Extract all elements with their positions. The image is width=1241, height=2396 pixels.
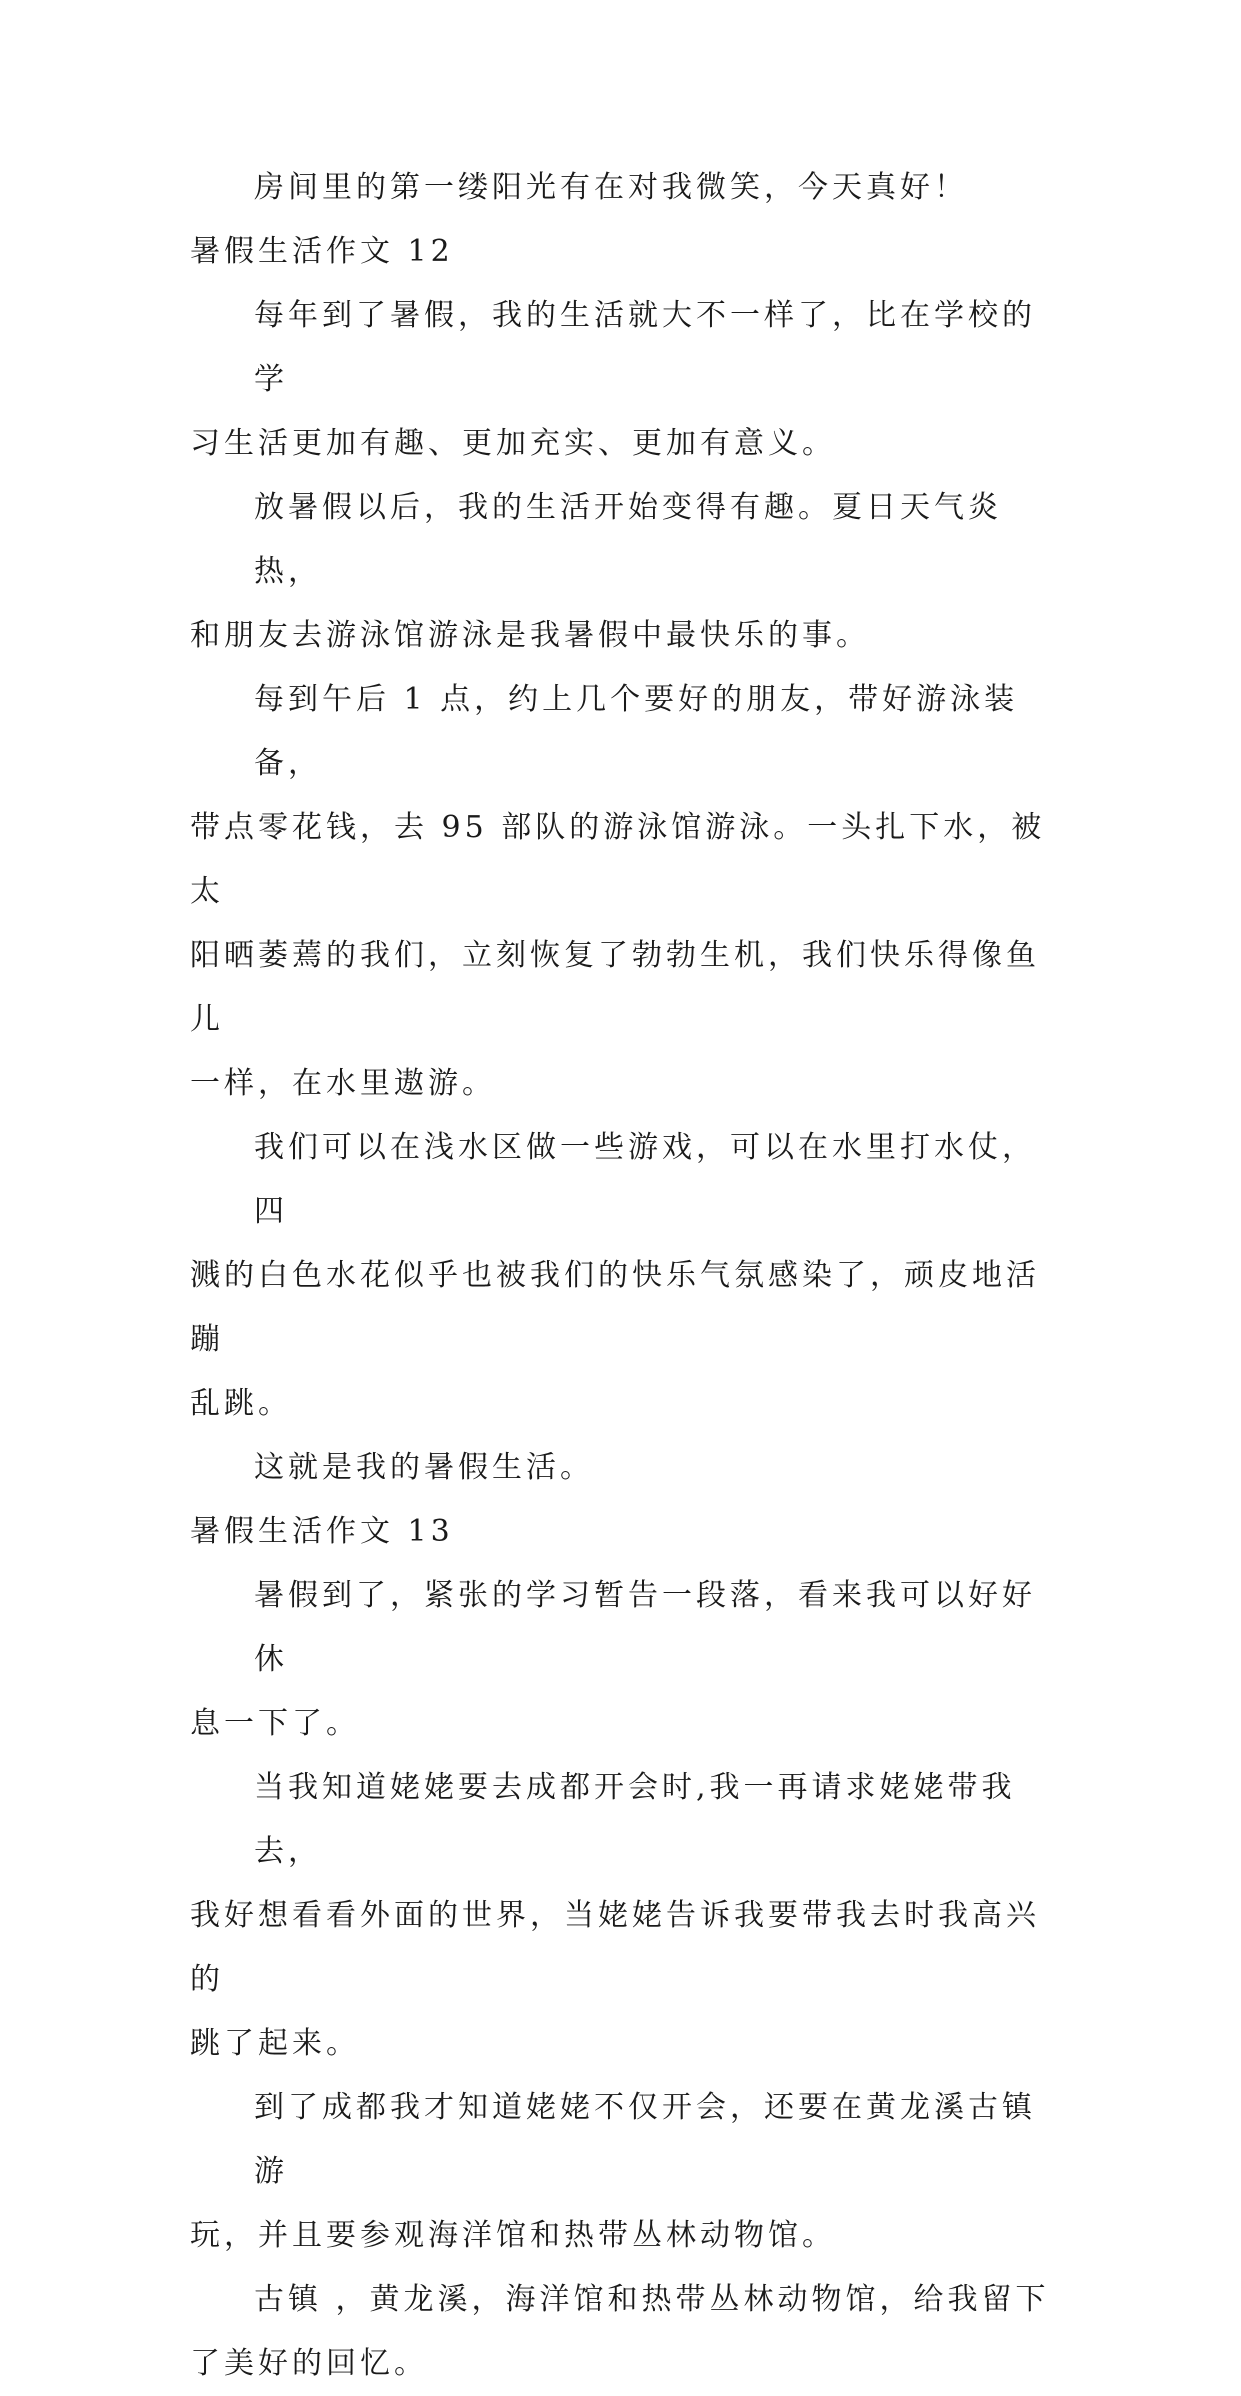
- paragraph: [190, 284, 1060, 476]
- text-line: 玩，并且要参观海洋馆和热带丛林动物馆。: [190, 2218, 836, 2253]
- text-line: 习生活更加有趣、更加充实、更加有意义。: [190, 426, 836, 461]
- text-line: 当我知道姥姥要去成都开会时,我一再请求姥姥带我去，: [254, 1770, 1016, 1869]
- paragraph: [190, 668, 1060, 1116]
- text-line: 这就是我的暑假生活。: [254, 1450, 594, 1485]
- text-line: 溅的白色水花似乎也被我们的快乐气氛感染了，顽皮地活蹦: [190, 1258, 1040, 1357]
- text-line: 带点零花钱，去 95 部队的游泳馆游泳。一头扎下水，被太: [190, 810, 1046, 909]
- text-line: 古镇 ，黄龙溪，海洋馆和热带丛林动物馆，给我留下: [254, 2282, 1050, 2317]
- text-line: 乱跳。: [190, 1386, 292, 1421]
- text-line: 房间里的第一缕阳光有在对我微笑，今天真好！: [254, 170, 968, 205]
- text-line: 暑假到了，紧张的学习暂告一段落，看来我可以好好休: [254, 1578, 1036, 1677]
- text-line: 每到午后 1 点，约上几个要好的朋友，带好游泳装备，: [254, 682, 1019, 781]
- text-line: 每年到了暑假，我的生活就大不一样了，比在学校的学: [254, 298, 1036, 397]
- paragraph: [190, 1756, 1060, 2076]
- text-line: 到了成都我才知道姥姥不仅开会，还要在黄龙溪古镇游: [254, 2090, 1036, 2189]
- text-line: 我好想看看外面的世界，当姥姥告诉我要带我去时我高兴的: [190, 1898, 1040, 1997]
- paragraph: [190, 1116, 1060, 1436]
- text-line: 阳晒萎蔫的我们，立刻恢复了勃勃生机，我们快乐得像鱼儿: [190, 938, 1040, 1037]
- section-heading: [190, 1500, 1060, 1564]
- text-line: 了美好的回忆。: [190, 2346, 428, 2381]
- paragraph: [190, 2268, 1060, 2396]
- text-line: 一样，在水里遨游。: [190, 1066, 496, 1101]
- paragraph: [190, 476, 1060, 668]
- text-line: 息一下了。: [190, 1706, 360, 1741]
- heading-text: 暑假生活作文 13: [190, 1514, 454, 1549]
- paragraph: [190, 1436, 1060, 1500]
- heading-text: 暑假生活作文 12: [190, 234, 454, 269]
- text-line: 跳了起来。: [190, 2026, 360, 2061]
- section-heading: [190, 220, 1060, 284]
- text-line: 我们可以在浅水区做一些游戏，可以在水里打水仗，四: [254, 1130, 1036, 1229]
- text-line: 放暑假以后，我的生活开始变得有趣。夏日天气炎热，: [254, 490, 1002, 589]
- document-body: [190, 156, 1060, 2396]
- paragraph: [190, 2076, 1060, 2268]
- paragraph: [190, 1564, 1060, 1756]
- text-line: 和朋友去游泳馆游泳是我暑假中最快乐的事。: [190, 618, 870, 653]
- paragraph: [190, 156, 1060, 220]
